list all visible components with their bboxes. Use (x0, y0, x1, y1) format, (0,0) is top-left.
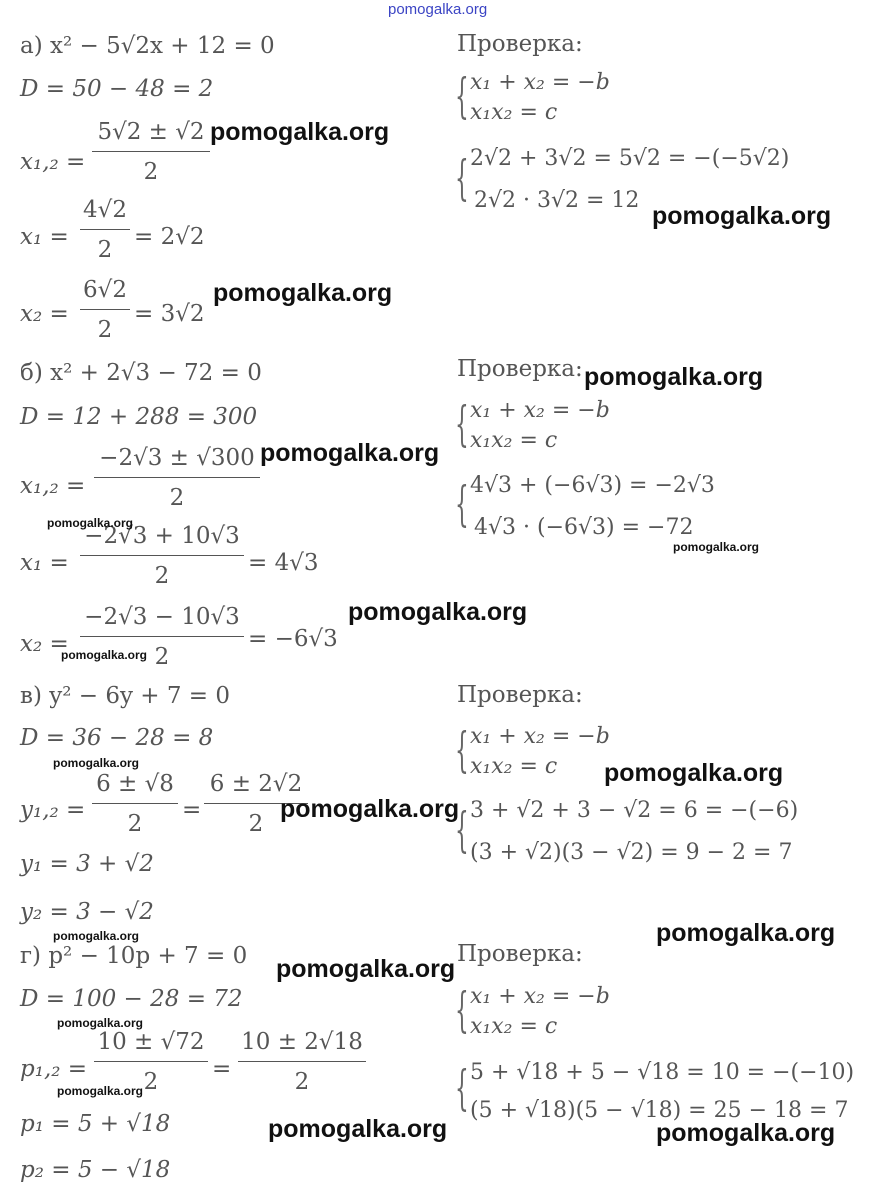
fraction-bar (238, 1061, 366, 1062)
fraction-bar (94, 1061, 208, 1062)
vieta-sum-a: x₁ + x₂ = −b (470, 70, 610, 95)
watermark: pomogalka.org (656, 1119, 836, 1147)
x2-rhs-a: = 3√2 (134, 301, 205, 327)
fraction-bar (80, 555, 244, 556)
roots-equals-v: = (182, 797, 202, 823)
vieta-product-a: x₁x₂ = c (470, 100, 558, 125)
check-product-g: (5 + √18)(5 − √18) = 25 − 18 = 7 (470, 1098, 849, 1123)
roots-lhs-b: x₁,₂ = (20, 473, 86, 499)
roots-fraction-a (92, 118, 210, 186)
check-label-a: Проверка: (457, 31, 583, 57)
fraction-bar (94, 477, 260, 478)
roots-lhs-g: p₁,₂ = (20, 1056, 88, 1082)
x1-rhs-a: = 2√2 (134, 224, 205, 250)
watermark: pomogalka.org (213, 279, 393, 307)
numerator: 6√2 (83, 277, 127, 303)
brace-icon: { (455, 982, 469, 1038)
watermark: pomogalka.org (47, 516, 134, 530)
numerator: 10 ± √72 (97, 1029, 205, 1055)
watermark: pomogalka.org (53, 756, 140, 770)
vieta-sum-b: x₁ + x₂ = −b (470, 398, 610, 423)
watermark: pomogalka.org (276, 955, 456, 983)
denominator: 2 (143, 159, 159, 185)
x2-lhs-b: x₂ = (20, 631, 69, 657)
numerator: 4√2 (83, 197, 127, 223)
x2-rhs-b: = −6√3 (248, 626, 338, 652)
equation-g: г) p² − 10p + 7 = 0 (20, 943, 248, 969)
discriminant-b: D = 12 + 288 = 300 (20, 404, 258, 430)
watermark: pomogalka.org (652, 202, 832, 230)
denominator: 2 (97, 237, 113, 263)
watermark: pomogalka.org (260, 439, 440, 467)
p2-g: p₂ = 5 − √18 (20, 1157, 171, 1183)
fraction-bar (92, 803, 178, 804)
y2-v: y₂ = 3 − √2 (20, 899, 154, 925)
vieta-product-b: x₁x₂ = c (470, 428, 558, 453)
brace-icon: { (455, 150, 469, 206)
numerator: −2√3 − 10√3 (84, 604, 240, 630)
vieta-product-g: x₁x₂ = c (470, 1014, 558, 1039)
x2-lhs-a: x₂ = (20, 301, 69, 327)
numerator: 10 ± 2√18 (241, 1029, 363, 1055)
denominator: 2 (127, 811, 143, 837)
denominator: 2 (97, 317, 113, 343)
numerator: 5√2 ± √2 (97, 119, 205, 145)
check-label-v: Проверка: (457, 682, 583, 708)
check-product-v: (3 + √2)(3 − √2) = 9 − 2 = 7 (470, 840, 793, 865)
x1-fraction-a (80, 196, 130, 264)
check-sum-a: 2√2 + 3√2 = 5√2 = −(−5√2) (470, 146, 790, 171)
roots-fraction-b (94, 444, 260, 512)
roots-equals-g: = (212, 1056, 232, 1082)
brace-icon: { (455, 68, 469, 124)
x1-lhs-a: x₁ = (20, 224, 69, 250)
watermark: pomogalka.org (210, 118, 390, 146)
watermark: pomogalka.org (53, 929, 140, 943)
numerator: 6 ± √8 (96, 771, 174, 797)
brace-icon: { (455, 396, 469, 452)
denominator: 2 (248, 811, 264, 837)
denominator: 2 (154, 644, 170, 670)
equation-v: в) y² − 6y + 7 = 0 (20, 683, 231, 709)
watermark: pomogalka.org (57, 1016, 144, 1030)
watermark: pomogalka.org (604, 759, 784, 787)
check-sum-g: 5 + √18 + 5 − √18 = 10 = −(−10) (470, 1060, 855, 1085)
check-sum-b: 4√3 + (−6√3) = −2√3 (470, 473, 715, 498)
roots-fraction2-g (238, 1028, 366, 1096)
y1-v: y₁ = 3 + √2 (20, 851, 154, 877)
watermark: pomogalka.org (673, 540, 760, 554)
check-product-a: 2√2 · 3√2 = 12 (474, 188, 640, 213)
watermark: pomogalka.org (348, 598, 528, 626)
watermark: pomogalka.org (280, 795, 460, 823)
header-watermark[interactable]: pomogalka.org (388, 1, 488, 18)
watermark: pomogalka.org (57, 1084, 144, 1098)
vieta-sum-v: x₁ + x₂ = −b (470, 724, 610, 749)
roots-lhs-v: y₁,₂ = (20, 797, 86, 823)
brace-icon: { (455, 476, 469, 532)
watermark: pomogalka.org (61, 648, 148, 662)
x2-fraction-a (80, 276, 130, 344)
fraction-bar (92, 151, 210, 152)
x1-lhs-b: x₁ = (20, 550, 69, 576)
denominator: 2 (143, 1069, 159, 1095)
fraction-bar (80, 229, 130, 230)
check-label-b: Проверка: (457, 356, 583, 382)
brace-icon: { (455, 722, 469, 778)
fraction-bar (80, 309, 130, 310)
discriminant-v: D = 36 − 28 = 8 (20, 725, 214, 751)
watermark: pomogalka.org (268, 1115, 448, 1143)
discriminant-a: D = 50 − 48 = 2 (20, 76, 214, 102)
brace-icon: { (455, 1060, 469, 1116)
denominator: 2 (294, 1069, 310, 1095)
denominator: 2 (169, 485, 185, 511)
fraction-bar (80, 636, 244, 637)
discriminant-g: D = 100 − 28 = 72 (20, 986, 243, 1012)
numerator: 6 ± 2√2 (209, 771, 303, 797)
p1-g: p₁ = 5 + √18 (20, 1111, 171, 1137)
check-sum-v: 3 + √2 + 3 − √2 = 6 = −(−6) (470, 798, 799, 823)
check-product-b: 4√3 · (−6√3) = −72 (474, 515, 694, 540)
roots-lhs-a: x₁,₂ = (20, 149, 86, 175)
numerator: −2√3 ± √300 (99, 445, 255, 471)
numerator: −2√3 + 10√3 (84, 523, 240, 549)
check-label-g: Проверка: (457, 941, 583, 967)
watermark: pomogalka.org (656, 919, 836, 947)
roots-fraction-v (92, 770, 178, 838)
brace-icon: { (455, 802, 469, 858)
x1-fraction-b (80, 522, 244, 590)
denominator: 2 (154, 563, 170, 589)
watermark: pomogalka.org (584, 363, 764, 391)
vieta-product-v: x₁x₂ = c (470, 754, 558, 779)
equation-b: б) x² + 2√3 − 72 = 0 (20, 360, 262, 386)
x1-rhs-b: = 4√3 (248, 550, 319, 576)
vieta-sum-g: x₁ + x₂ = −b (470, 984, 610, 1009)
equation-a: а) x² − 5√2x + 12 = 0 (20, 33, 275, 59)
